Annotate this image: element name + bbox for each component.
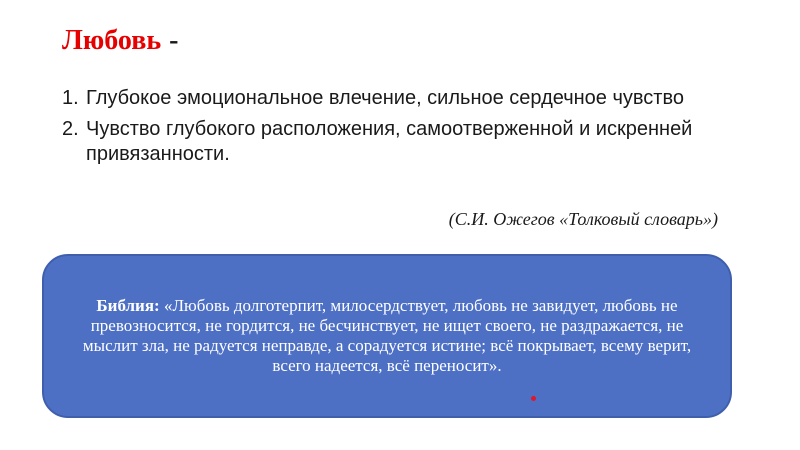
title-dash: - (169, 25, 179, 56)
bible-quote: «Любовь долготерпит, милосердствует, любовь не завидует, любовь не превозносится, не гордится, не бесчинствует, не ищет своего, не раздражается, не мыслит зла, не радуется неправде, а сорадуется истине; всё покрывает, всему верит, всего надеется, всё переносит». (82, 296, 692, 375)
source-citation: (С.И. Ожегов «Толковый словарь») (448, 209, 718, 229)
definitions-list (62, 86, 702, 173)
red-dot-marker (531, 396, 536, 401)
definition-number: 2. (62, 118, 79, 140)
slide-title (62, 24, 178, 58)
definition-text: Глубокое эмоциональное влечение, сильное сердечное чувство (86, 87, 684, 109)
definition-item (62, 86, 702, 111)
bible-quote-box (42, 254, 732, 418)
bible-quote-text (62, 296, 712, 376)
definition-number: 1. (62, 87, 79, 109)
bible-label: Библия: (96, 296, 160, 315)
definition-text: Чувство глубокого расположения, самоотверженной и искренней привязанности. (86, 118, 693, 165)
title-word: Любовь (62, 25, 162, 56)
definition-item (62, 117, 702, 167)
